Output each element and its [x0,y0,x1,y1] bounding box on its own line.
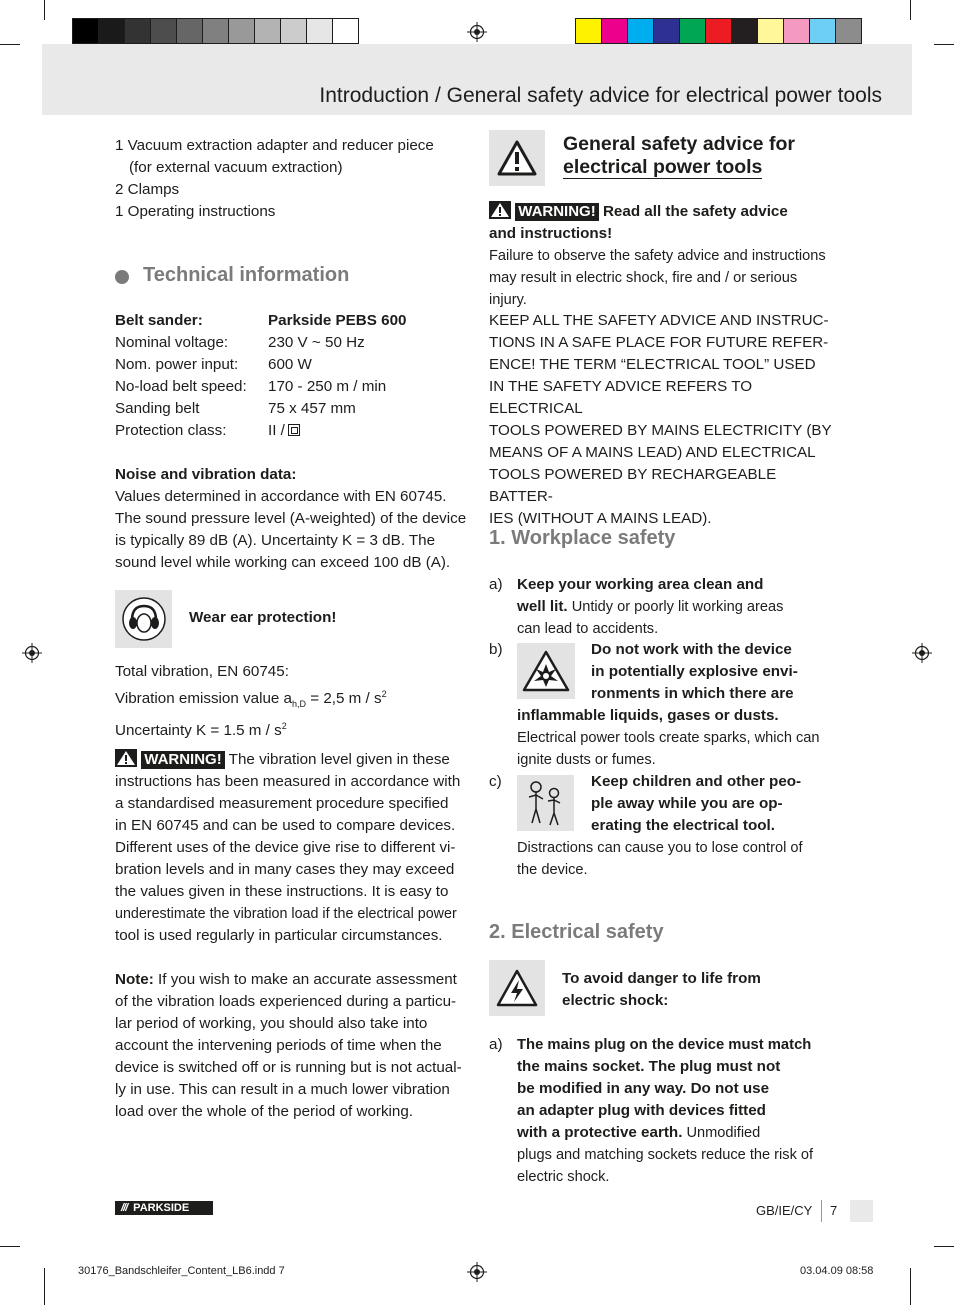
item-letter: b) [489,641,503,658]
logo-stripes-icon: /// [121,1202,128,1214]
color-swatch [601,18,628,44]
section-heading-electrical: 2. Electrical safety [489,921,664,943]
warning-badge: WARNING! [141,751,225,769]
general-warning: WARNING! Read all the safety advice and instructions! Failure to observe the safety advice and instructions may result in electric shock, fire and / or serious injury. [489,203,826,308]
page-tab [850,1200,873,1222]
color-swatch [72,18,99,44]
registration-mark-icon [22,643,42,663]
registration-mark-icon [912,643,932,663]
warning-triangle-icon [489,201,511,219]
workplace-item-b-heading: Do not work with the device in potentially explosive envi- ronments in which there are [591,641,798,702]
file-slug: 30176_Bandschleifer_Content_LB6.indd 7 [78,1265,285,1277]
note-section: Note: If you wish to make an accurate assessment of the vibration loads experienced during a particu- lar period of working, you should also take into account the intervening periods of time when the device is switched off or is running but is not actual- ly in use. This can result in a much lower vibration load over the whole of the period of working. [115,971,462,1120]
warning-triangle-icon [115,749,137,767]
item-letter: a) [489,1036,503,1053]
crop-mark [910,1268,911,1305]
spec-table [115,310,467,442]
list-item: 2 Clamps [115,181,180,198]
noise-section: Noise and vibration data: Values determined in accordance with EN 60745. The sound pressure level (A-weighted) of the device is typically 89 dB (A). Uncertainty K = 3 dB. The sound level while working can exceed 100 dB (A). [115,466,467,571]
table-row: Nominal voltage: 230 V ~ 50 Hz [115,334,365,351]
scope-of-delivery-list [115,135,467,223]
crop-mark [0,1246,20,1247]
table-row: Sanding belt 75 x 457 mm [115,400,356,417]
workplace-item-c: Distractions can cause you to lose control of the device. [517,840,803,878]
crop-mark [44,1268,45,1305]
crop-mark [934,1246,954,1247]
color-swatch [306,18,333,44]
table-row: Protection class: II / [115,420,467,442]
list-item: (for external vacuum extraction) [129,159,343,176]
parkside-logo: /// PARKSIDE [115,1201,213,1215]
color-swatch [653,18,680,44]
color-swatch [228,18,255,44]
section-heading-technical: Technical information [143,264,350,286]
region-label: GB/IE/CY [756,1203,813,1218]
warning-sign-icon [489,130,545,186]
color-swatch [254,18,281,44]
explosion-hazard-icon [517,643,575,699]
workplace-item-a: Keep your working area clean and well lit. Untidy or poorly lit working areas can lead to accidents. [517,576,784,637]
color-swatch [575,18,602,44]
registration-mark-icon [467,22,487,42]
keep-advice-block: KEEP ALL THE SAFETY ADVICE AND INSTRUC- TIONS IN A SAFE PLACE FOR FUTURE REFER- ENCE! THE TERM “ELECTRICAL TOOL” USED IN THE SAFETY ADVICE REFERS TO ELECTRICAL TOOLS POWERED BY MAINS ELECTRICITY (BY MEANS OF A MAINS LEAD) AND ELECTRICAL TOOLS POWERED BY RECHARGEABLE BATTER- IES (WITHOUT A MAINS LEAD). [489,312,832,527]
color-swatch [809,18,836,44]
crop-mark [934,44,954,45]
color-swatch [757,18,784,44]
color-swatch-bar [575,18,861,46]
ear-protection-label: Wear ear protection! [189,609,337,626]
vibration-section: Total vibration, EN 60745: Vibration emission value $a_{h,D} = 2,5$ m / $s^2$ Uncertainty K = 1.5 m / $s^2$ [115,663,387,740]
section-heading-workplace: 1. Workplace safety [489,527,676,549]
section-heading-general-safety: General safety advice for electrical power tools [563,133,795,178]
color-swatch [332,18,359,44]
crop-mark [44,0,45,20]
workplace-item-c-heading: Keep children and other peo- ple away while you are op- erating the electrical tool. [591,773,802,834]
color-swatch [679,18,706,44]
list-item: 1 Vacuum extraction adapter and reducer piece [115,137,434,154]
color-swatch [627,18,654,44]
color-swatch [150,18,177,44]
table-row: Nom. power input: 600 W [115,356,312,373]
electric-shock-label: To avoid danger to life from electric shock: [562,970,761,1009]
item-letter: c) [489,773,502,790]
table-row: Belt sander: Parkside PEBS 600 [115,312,407,329]
keep-children-away-icon [517,775,574,831]
ear-protection-icon [115,590,172,648]
electrical-item-a: The mains plug on the device must match the mains socket. The plug must not be modified in any way. Do not use an adapter plug with devices fitted with a protective earth. Unmodified plugs and matching sockets reduce the risk of electric shock. [517,1037,814,1185]
color-swatch [731,18,758,44]
color-swatch [124,18,151,44]
color-swatch [783,18,810,44]
page-title: Introduction / General safety advice for electrical power tools [319,84,882,107]
workplace-item-b: inflammable liquids, gases or dusts. Electrical power tools create sparks, which can ignite dusts or fumes. [517,707,820,768]
list-item: 1 Operating instructions [115,203,276,220]
color-swatch [98,18,125,44]
gray-swatch-bar [72,18,358,46]
noise-heading: Noise and vibration data: [115,466,297,483]
color-swatch [176,18,203,44]
color-swatch [835,18,862,44]
double-insulation-icon [288,424,300,436]
registration-mark-icon [467,1262,487,1282]
divider [821,1200,822,1222]
color-swatch [202,18,229,44]
page-number: 7 [830,1203,838,1218]
print-date: 03.04.09 08:58 [800,1265,874,1277]
item-letter: a) [489,576,503,593]
warning-badge: WARNING! [515,203,599,221]
table-row: No-load belt speed: 170 - 250 m / min [115,378,387,395]
color-swatch [705,18,732,44]
electric-shock-icon [489,960,545,1016]
crop-mark [910,0,911,20]
color-swatch [280,18,307,44]
crop-mark [0,44,20,45]
bullet-icon [115,270,129,284]
vibration-warning: WARNING! The vibration level given in these instructions has been measured in accordance with a standardised measurement procedure specified in EN 60745 and can be used to compare devices. Different uses of the device give rise to different vi- bration levels and in many cases they may exceed the values given in these instructions. It is easy to underestimate the vibration load if the electrical power tool is used regularly in particular circumstances. [115,751,461,944]
